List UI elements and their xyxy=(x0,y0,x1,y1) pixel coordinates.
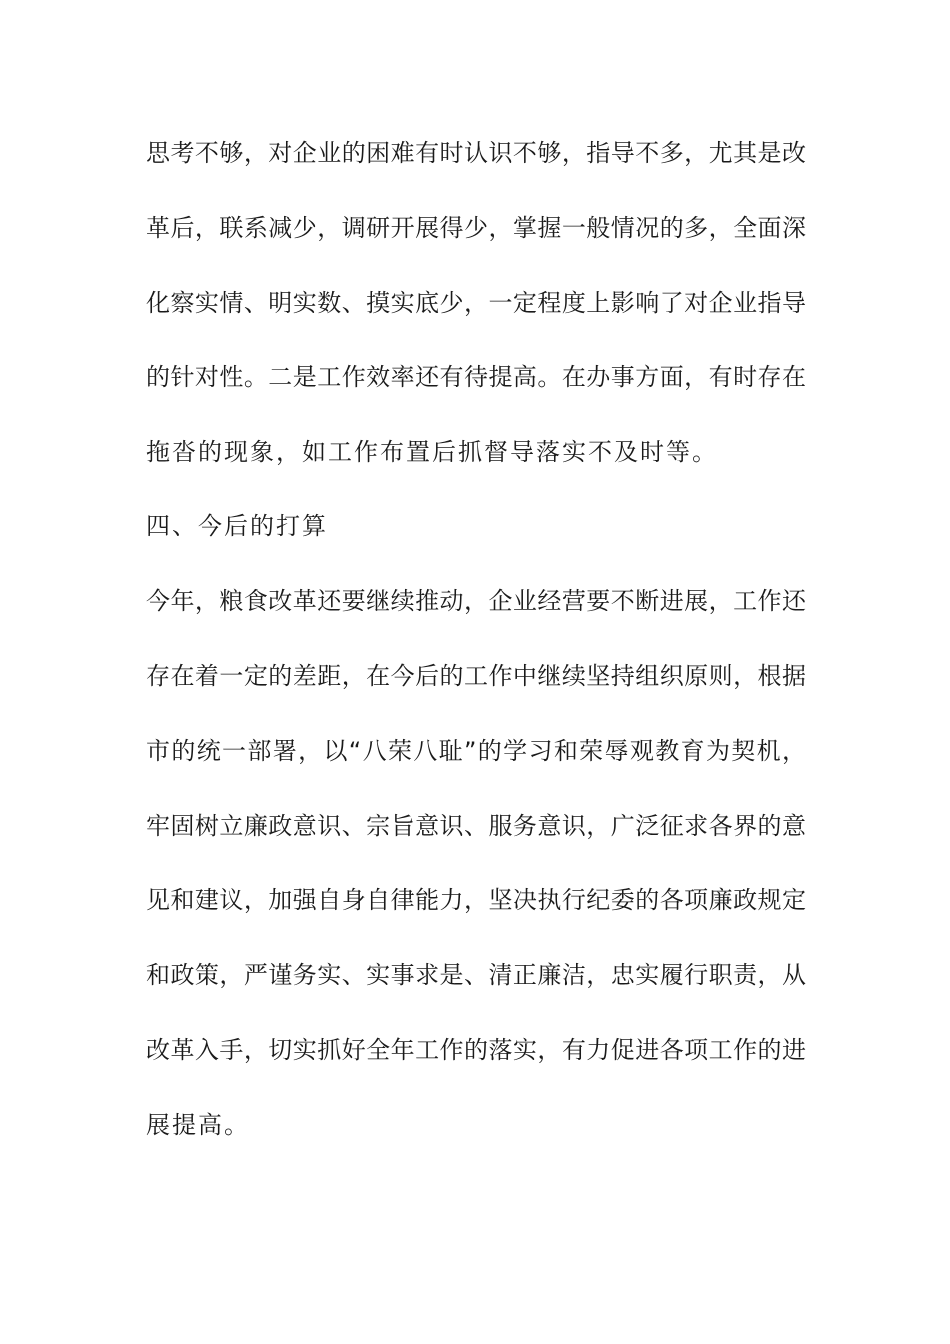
paragraph-2-line-4: 牢固树立廉政意识、宗旨意识、服务意识，广泛征求各界的意 xyxy=(146,812,806,840)
section-heading: 四、今后的打算 xyxy=(146,512,328,540)
paragraph-2-line-8: 展提高。 xyxy=(146,1111,250,1139)
paragraph-2-line-2: 存在着一定的差距，在今后的工作中继续坚持组织原则，根据 xyxy=(146,662,806,690)
paragraph-2-line-1: 今年，粮食改革还要继续推动，企业经营要不断进展，工作还 xyxy=(146,587,806,615)
paragraph-1-line-2: 革后，联系减少，调研开展得少，掌握一般情况的多，全面深 xyxy=(146,214,806,242)
paragraph-1-line-1: 思考不够，对企业的困难有时认识不够，指导不多，尤其是改 xyxy=(146,139,806,167)
paragraph-2-line-5: 见和建议，加强自身自律能力，坚决执行纪委的各项廉政规定 xyxy=(146,886,806,914)
paragraph-1-line-3: 化察实情、明实数、摸实底少，一定程度上影响了对企业指导 xyxy=(146,289,806,317)
paragraph-2-line-3: 市的统一部署，以“八荣八耻”的学习和荣辱观教育为契机， xyxy=(146,737,806,765)
paragraph-1-line-5: 拖沓的现象，如工作布置后抓督导落实不及时等。 xyxy=(146,438,718,466)
paragraph-2-line-6: 和政策，严谨务实、实事求是、清正廉洁，忠实履行职责，从 xyxy=(146,961,806,989)
paragraph-2-line-7: 改革入手，切实抓好全年工作的落实，有力促进各项工作的进 xyxy=(146,1036,806,1064)
paragraph-1-line-4: 的针对性。二是工作效率还有待提高。在办事方面，有时存在 xyxy=(146,363,806,391)
